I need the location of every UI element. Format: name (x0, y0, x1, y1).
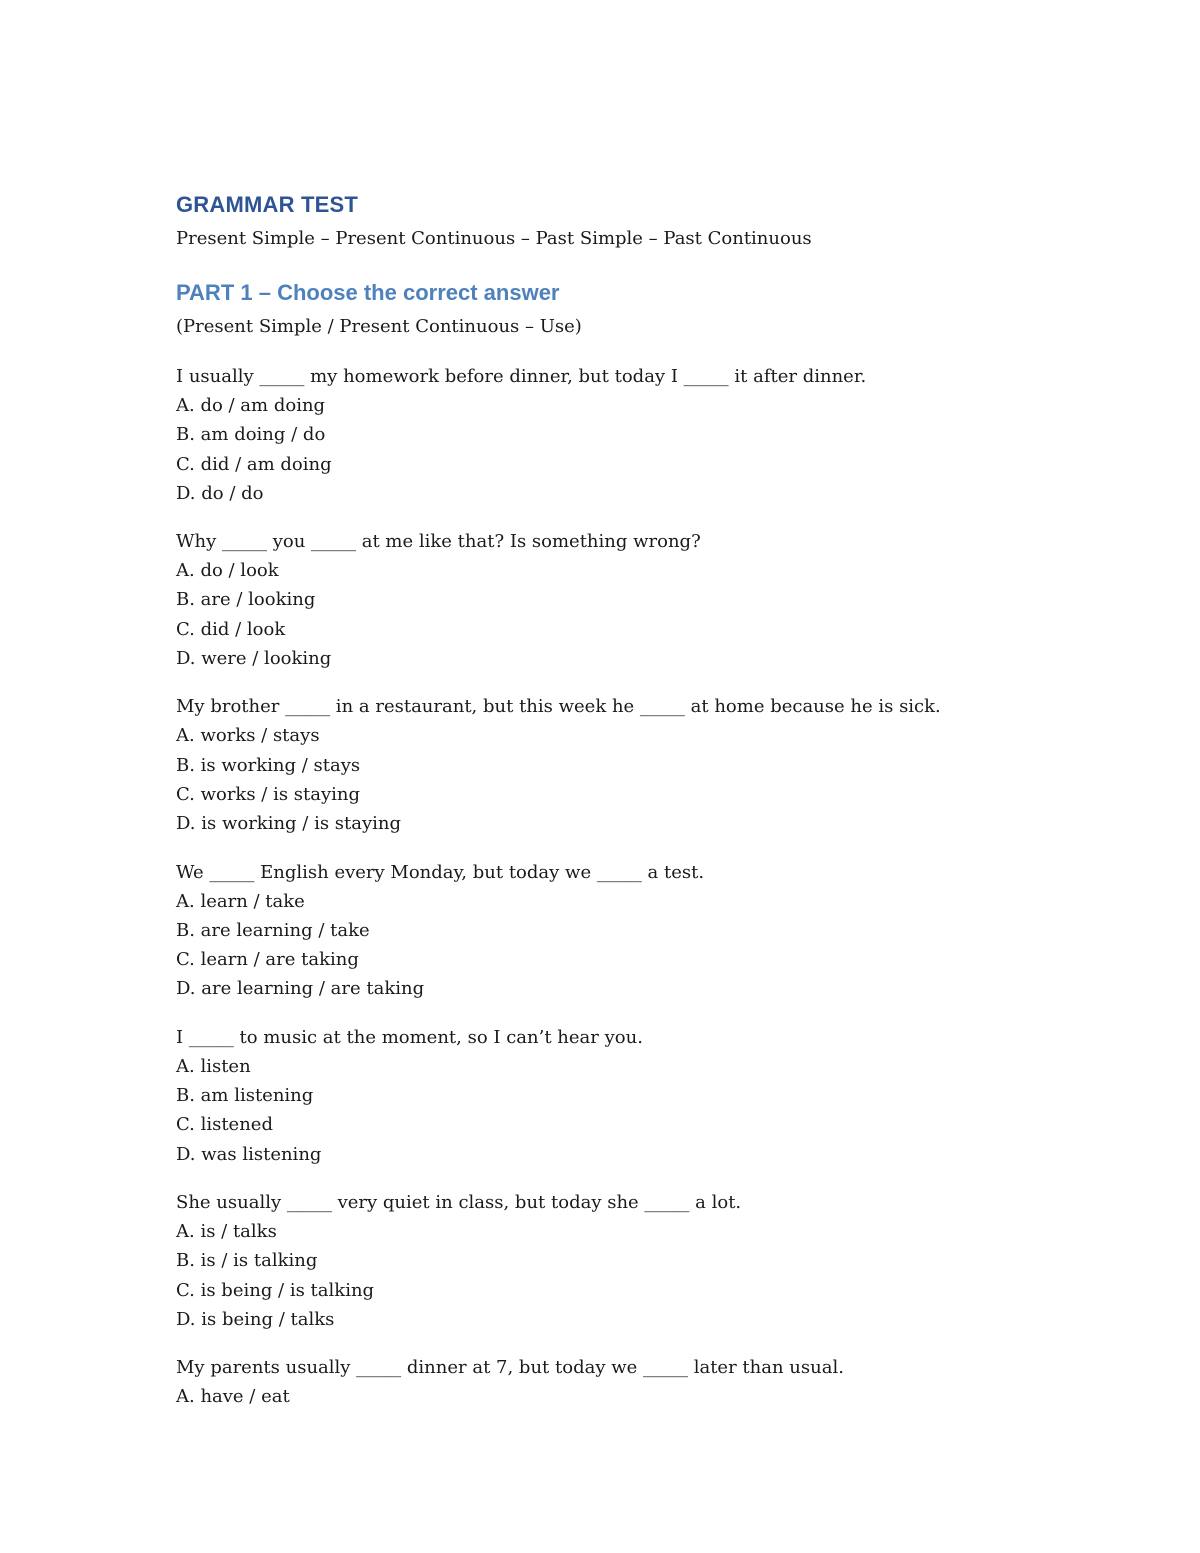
option-d: D. was listening (176, 1143, 322, 1165)
option-c: C. learn / are taking (176, 949, 359, 971)
option-c: C. works / is staying (176, 783, 361, 805)
option-d: D. is being / talks (176, 1308, 335, 1330)
document-body (176, 190, 1116, 1430)
test-title: GRAMMAR TEST (176, 192, 359, 217)
option-a: A. do / am doing (176, 395, 326, 416)
option-b: B. is working / stays (176, 754, 361, 776)
option-c: C. did / look (176, 618, 286, 640)
question-4 (176, 858, 1116, 1004)
question-stem: We _____ English every Monday, but today we _____ a test. (176, 861, 705, 883)
question-stem: My parents usually _____ dinner at 7, but today we _____ later than usual. (176, 1357, 844, 1379)
question-list (176, 362, 1116, 1411)
option-c: C. did / am doing (176, 453, 332, 475)
option-c: C. is being / is talking (176, 1279, 375, 1301)
option-b: B. am listening (176, 1085, 314, 1107)
option-c: C. listened (176, 1114, 273, 1136)
option-b: B. are / looking (176, 589, 316, 611)
option-d: D. is working / is staying (176, 813, 402, 835)
part-1-note: (Present Simple / Present Continuous – Use) (176, 316, 582, 337)
question-6 (176, 1188, 1116, 1334)
option-d: D. were / looking (176, 648, 332, 670)
option-d: D. are learning / are taking (176, 978, 425, 1000)
question-stem: Why _____ you _____ at me like that? Is something wrong? (176, 531, 701, 553)
question-2 (176, 527, 1116, 673)
option-a: A. have / eat (176, 1386, 290, 1408)
option-b: B. is / is talking (176, 1250, 318, 1272)
option-a: A. learn / take (176, 890, 305, 912)
question-7 (176, 1353, 1116, 1411)
question-5 (176, 1023, 1116, 1169)
part-1-heading: PART 1 – Choose the correct answer (176, 280, 560, 305)
option-a: A. works / stays (176, 725, 320, 747)
question-3 (176, 692, 1116, 838)
question-stem: I _____ to music at the moment, so I can’t hear you. (176, 1026, 643, 1048)
question-1 (176, 362, 1116, 508)
test-subtitle: Present Simple – Present Continuous – Past Simple – Past Continuous (176, 228, 812, 249)
question-stem: My brother _____ in a restaurant, but this week he _____ at home because he is sick. (176, 696, 941, 718)
option-b: B. are learning / take (176, 919, 370, 941)
option-b: B. am doing / do (176, 424, 326, 446)
option-a: A. is / talks (176, 1220, 277, 1242)
option-d: D. do / do (176, 482, 264, 504)
option-a: A. listen (176, 1055, 251, 1077)
question-stem: I usually _____ my homework before dinner, but today I _____ it after dinner. (176, 366, 867, 387)
option-a: A. do / look (176, 560, 279, 582)
question-stem: She usually _____ very quiet in class, but today she _____ a lot. (176, 1191, 742, 1213)
